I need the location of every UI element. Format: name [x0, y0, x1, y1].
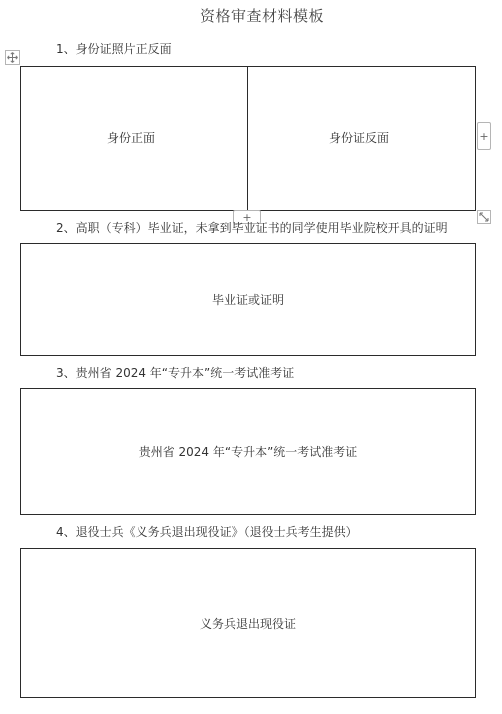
admission-ticket-box[interactable]: [20, 388, 476, 515]
plus-icon: +: [242, 210, 252, 224]
discharge-certificate-box-label: 义务兵退出现役证: [199, 616, 296, 631]
id-card-table-divider: [247, 66, 248, 210]
section-1-caption: 1、身份证照片正反面: [56, 42, 172, 56]
diploma-box-label: 毕业证或证明: [211, 293, 284, 307]
table-resize-handle[interactable]: [477, 210, 491, 224]
id-back-cell-label: 身份证反面: [329, 131, 390, 145]
id-card-table[interactable]: [20, 66, 476, 211]
discharge-certificate-box[interactable]: [20, 548, 476, 698]
add-column-button[interactable]: [477, 122, 491, 150]
table-move-handle[interactable]: [5, 50, 20, 65]
diploma-box[interactable]: [20, 243, 476, 356]
id-front-cell-label: 身份正面: [107, 131, 156, 145]
section-4-caption: 4、退役士兵《义务兵退出现役证》（退役士兵考生提供）: [56, 525, 358, 539]
move-arrows-icon: [7, 52, 18, 63]
document-title: 资格审查材料模板: [199, 7, 324, 25]
section-3-caption: 3、贵州省 2024 年“专升本”统一考试准考证: [56, 366, 295, 380]
section-2-caption: 2、高职（专科）毕业证，未拿到毕业证书的同学使用毕业院校开具的证明: [56, 221, 448, 235]
resize-diagonal-icon: [479, 212, 489, 222]
admission-ticket-box-label: 贵州省 2024 年“专升本”统一考试准考证: [138, 445, 358, 459]
plus-icon: +: [479, 129, 489, 143]
